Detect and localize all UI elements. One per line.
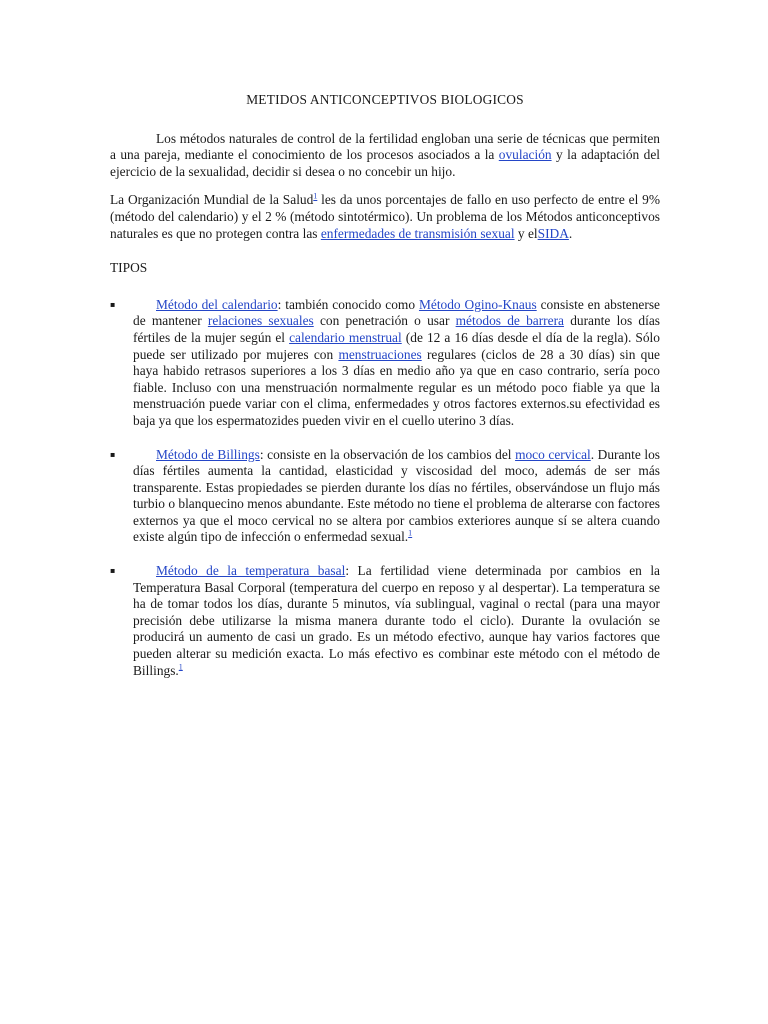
list-item-billings bbox=[110, 447, 660, 547]
item-text: regulares (ciclos de 28 a 30 días) sin que haya habido retrasos superiores a los 3 días en medio año ya que en caso contrario, sería poco fiable. Incluso con una menstruación normalmente regular es un método poco fiable ya que la menstruación puede variar con el clima, enfermedades y otros factores externos.su efectividad es baja ya que los espermatozides pueden vivir en el cuello uterino 3 días. bbox=[133, 346, 660, 428]
oms-text: . bbox=[568, 225, 573, 241]
link-moco-cervical[interactable]: moco cervical bbox=[515, 446, 591, 462]
link-ogino-knaus[interactable]: Método Ogino-Knaus bbox=[418, 296, 537, 312]
reference-link[interactable]: 1 bbox=[313, 191, 318, 201]
oms-text: La Organización Mundial de la Salud bbox=[110, 192, 314, 208]
link-metodo-calendario[interactable]: Método del calendario bbox=[156, 296, 278, 312]
tipos-heading: TIPOS bbox=[110, 260, 148, 276]
item-text: durante los días fértiles de la mujer según el bbox=[133, 313, 660, 345]
link-temperatura-basal[interactable]: Método de la temperatura basal bbox=[156, 563, 346, 579]
link-ovulacion[interactable]: ovulación bbox=[498, 147, 552, 163]
list-item-calendario bbox=[110, 297, 660, 430]
item-text: . Durante los días fértiles aumenta la cantidad, elasticidad y viscosidad del moco, además de ser más transparente. Estas propiedades se pierden durante los días no fértiles, observándose un flujo más turbio o blanquecino menos abundante. Este método no tiene el problema de alterarse con factores externos ya que el moco cervical no se altera por cambios exteriores aunque sí se altera cuando existe algún tipo de infección o enfermedad sexual. bbox=[133, 446, 660, 545]
methods-list bbox=[110, 297, 660, 679]
item-text: : consiste en la observación de los cambios del bbox=[259, 446, 516, 462]
oms-paragraph bbox=[110, 192, 660, 242]
bullet-icon: ▪ bbox=[110, 449, 116, 459]
reference-link[interactable]: 1 bbox=[178, 662, 183, 672]
document-page bbox=[110, 92, 660, 696]
item-text: (de 12 a 16 días desde el día de la regla). Sólo puede ser utilizado por mujeres con bbox=[133, 329, 660, 362]
oms-text: y el bbox=[514, 225, 538, 241]
intro-text: Los métodos naturales de control de la fertilidad engloban una serie de técnicas que permiten a una pareja, mediante el conocimiento de los procesos asociados a la bbox=[110, 130, 660, 163]
intro-text: y la adaptación del ejercicio de la sexualidad, decidir si desea o no concebir un hijo. bbox=[110, 147, 660, 179]
item-text: con penetración o usar bbox=[313, 313, 456, 329]
link-calendario-menstrual[interactable]: calendario menstrual bbox=[289, 329, 402, 345]
link-ets[interactable]: enfermedades de transmisión sexual bbox=[320, 225, 515, 241]
reference-link[interactable]: 1 bbox=[408, 529, 413, 538]
item-text: consiste en abstenerse de mantener bbox=[133, 296, 660, 329]
link-menstruaciones[interactable]: menstruaciones bbox=[338, 346, 422, 362]
document-title: METIDOS ANTICONCEPTIVOS BIOLOGICOS bbox=[246, 92, 524, 107]
item-text: : La fertilidad viene determinada por cambios en la Temperatura Basal Corporal (temperatura del cuerpo en reposo y al despertar). La temperatura se ha de tomar todos los días, durante 5 minutos, vía sublingual, vaginal o rectal (para una mayor precisión debe utilizarse la misma manera durante todo el ciclo). Durante la ovulación se producirá un aumento de casi un grado. Es un método efectivo, aunque hay varios factores que pueden alterar su medición exacta. Lo más efectivo es combinar este método con el método de Billings. bbox=[133, 563, 660, 678]
intro-paragraph bbox=[110, 131, 660, 181]
item-text: : también conocido como bbox=[277, 296, 419, 312]
list-item-temperatura bbox=[110, 563, 660, 679]
link-sida[interactable]: SIDA bbox=[537, 225, 569, 241]
bullet-icon: ▪ bbox=[110, 566, 116, 576]
bullet-icon: ▪ bbox=[110, 299, 116, 309]
link-metodo-billings[interactable]: Método de Billings bbox=[156, 446, 260, 462]
oms-text: les da unos porcentajes de fallo en uso perfecto de entre el 9% (método del calendario) y el 2 % (método sintotérmico). Un problema de los Métodos anticonceptivos naturales es que no protegen contra las bbox=[110, 192, 660, 241]
link-relaciones-sexuales[interactable]: relaciones sexuales bbox=[207, 313, 314, 329]
link-metodos-barrera[interactable]: métodos de barrera bbox=[455, 313, 564, 329]
